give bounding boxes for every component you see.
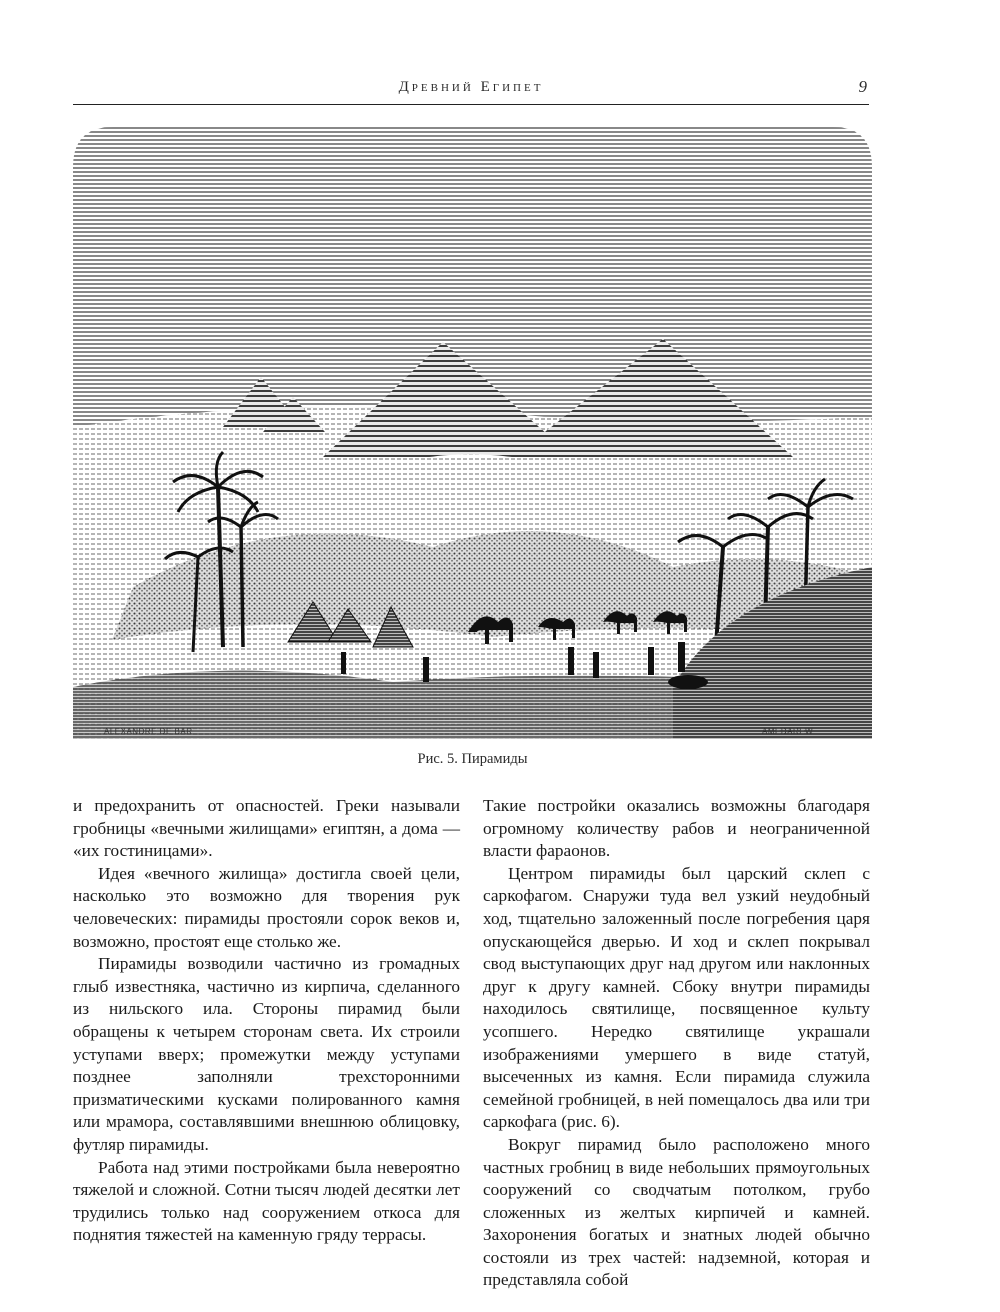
paragraph: Пирамиды возводили частично из громадных глыб известняка, частично из кирпича, сделанного из нильского ила. Стороны пирамид были обращены к четырем сторонам света. Их строили уступами вверх; промежутки между уступами позднее заполняли трехсторонними призматическими кусками полированного камня или мрамора, составлявшими внешнюю облицовку, футляр пирамиды.	[73, 954, 460, 1154]
running-title: Древний Египет	[398, 79, 544, 95]
figure-caption: Рис. 5. Пирамиды	[417, 751, 528, 767]
engraver-signature-left: ALEXANDRE DE BAR	[104, 727, 193, 736]
left-text-column	[73, 795, 460, 1247]
engraver-signature-right: AMEDAREW	[762, 727, 814, 736]
paragraph: Идея «вечного жилища» достигла своей цели, насколько это возможно для творения рук человеческих: пирамиды простояли сорок веков и, возможно, простоят еще столько же.	[73, 863, 460, 951]
paragraph: Работа над этими постройками была невероятно тяжелой и сложной. Сотни тысяч людей десятки лет трудились только над сооружением откоса для поднятия тяжестей на каменную гряду террасы.	[73, 1157, 460, 1245]
paragraph: и предохранить от опасностей. Греки называли гробницы «вечными жилищами» египтян, а дома — «их гостиницами».	[73, 796, 460, 861]
paragraph: Центром пирамиды был царский склеп с саркофагом. Снаружи туда вел узкий неудобный ход, тщательно заложенный после погребения царя опускающейся дверью. И ход и склеп покрывал свод выступающих друг над другом или наклонных друг к другу камней. Сбоку внутри пирамиды находилось святилище, посвященное культу усопшего. Нередко святилище украшали изображениями умершего в виде статуй, высеченных из камня. Если пирамида служила семейной гробницей, в ней помещалось два или три саркофага (рис. 6).	[483, 863, 870, 1132]
right-text-column	[483, 795, 870, 1292]
paragraph: Такие постройки оказались возможны благодаря огромному количеству рабов и неограниченной власти фараонов.	[483, 796, 870, 861]
page-header	[73, 70, 869, 105]
paragraph: Вокруг пирамид было расположено много частных гробниц в виде небольших прямоугольных сооружений со сводчатым потолком, грубо сложенных из желтых кирпичей и камней. Захоронения богатых и знатных людей обычно состояли из трех частей: надземной, которая и представляла собой	[483, 1134, 870, 1290]
page-number: 9	[858, 77, 867, 96]
pyramids-engraving	[73, 127, 872, 739]
